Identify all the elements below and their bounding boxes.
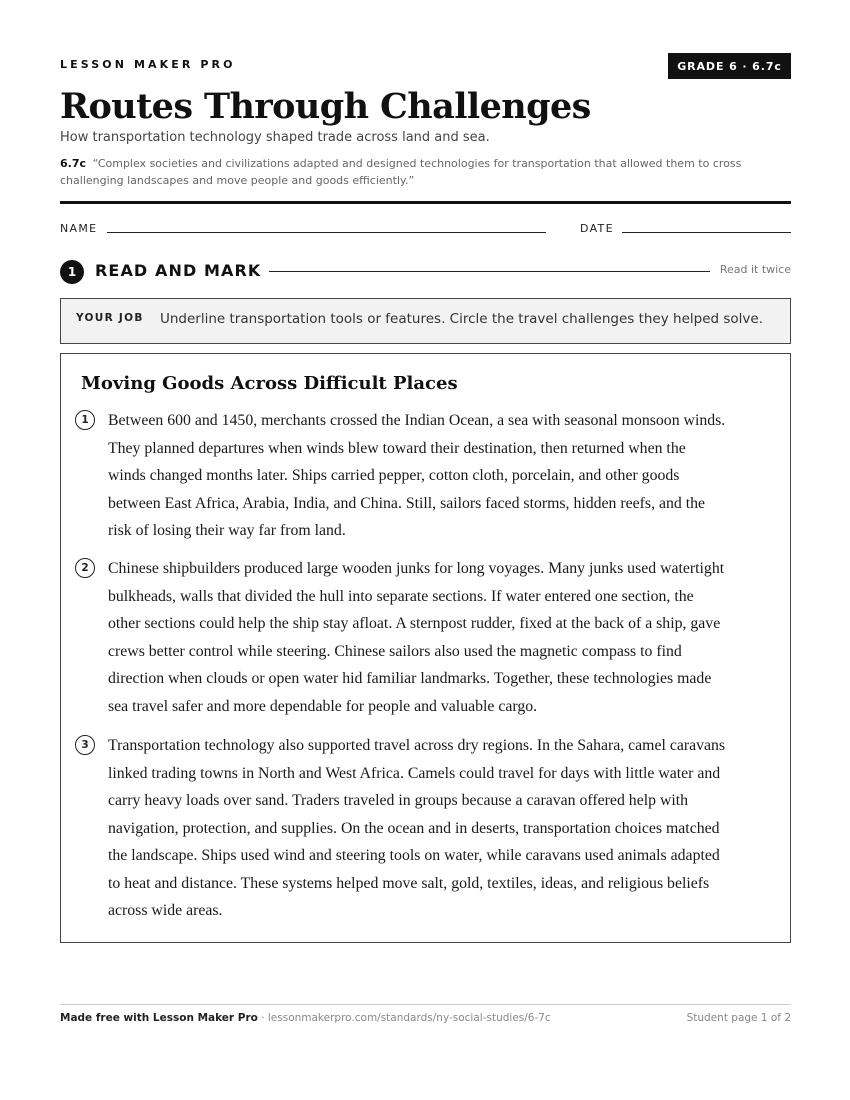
paragraph-line: winds changed months later. Ships carried pepper, cotton cloth, porcelain, and other goods [108,467,680,484]
paragraph-line: risk of losing their way far from land. [108,522,346,539]
header-divider [60,201,791,204]
date-label: DATE [580,222,614,235]
paragraph-line: between East Africa, Arabia, India, and China. Still, sailors faced storms, hidden reefs, and the [108,494,706,512]
footer-url-link[interactable]: lessonmakerpro.com/standards/ny-social-studies/6-7c [267,1012,551,1024]
paragraph-line: They planned departures when winds blew toward their destination, then returned when the [108,439,686,457]
standard-statement [60,155,791,189]
footer-divider [60,1004,791,1005]
instructions-text: Underline transportation tools or features. Circle the travel challenges they helped solve. [160,311,763,327]
footer-page-number: Student page 1 of 2 [686,1012,791,1024]
date-field[interactable] [622,232,791,233]
grade-badge: GRADE 6 · 6.7c [668,53,791,79]
paragraph-line: crews better control while steering. Chinese sailors also used the magnetic compass to find [108,642,682,660]
worksheet-page [60,0,791,1100]
paragraph-2 [108,555,772,720]
paragraph-line: direction when clouds or open water hid familiar landmarks. Together, these technologies made [108,670,712,687]
standard-code: 6.7c [60,157,87,170]
paragraph-number-badge: 2 [75,558,95,578]
brand-name: LESSON MAKER PRO [60,58,236,71]
paragraph-number-badge: 1 [75,410,95,430]
section-number-badge: 1 [60,260,84,284]
paragraph-line: across wide areas. [108,902,223,919]
paragraph-line: the landscape. Ships used wind and steering tools on water, while caravans used animals adapted [108,847,720,864]
paragraph-line: Between 600 and 1450, merchants crossed the Indian Ocean, a sea with seasonal monsoon winds. [108,412,726,429]
paragraph-3 [108,732,772,925]
section-note: Read it twice [719,263,791,276]
paragraph-line: bulkheads, walls that divided the hull into separate sections. If water entered one section, the [108,587,694,605]
name-label: NAME [60,222,98,235]
footer-made-by: Made free with Lesson Maker Pro [60,1012,258,1024]
paragraph-number-badge: 3 [75,735,95,755]
standard-text: “Complex societies and civilizations adapted and designed technologies for transportation that allowed them to cross challenging landscapes and move people and goods efficiently.” [60,157,742,187]
paragraph-1 [108,407,772,545]
name-field[interactable] [107,232,546,233]
paragraph-line: linked trading towns in North and West Africa. Camels could travel for days with little water and [108,764,721,782]
passage-title: Moving Goods Across Difficult Places [81,373,458,394]
page-subtitle: How transportation technology shaped trade across land and sea. [60,130,490,145]
reading-passage [60,353,791,943]
paragraph-line: Chinese shipbuilders produced large wooden junks for long voyages. Many junks used watertight [108,560,725,577]
instructions-label: YOUR JOB [76,312,144,324]
paragraph-line: carry heavy loads over sand. Traders traveled in groups because a caravan offered help with [108,792,689,809]
instructions-box [60,298,791,344]
paragraph-line: navigation, protection, and supplies. On the ocean and in deserts, transportation choices matched [108,819,720,837]
paragraph-line: to heat and distance. These systems helped move salt, gold, textiles, ideas, and religious beliefs [108,874,710,892]
section-divider [269,271,710,272]
page-title: Routes Through Challenges [60,86,591,127]
footer-credit [60,1012,551,1024]
paragraph-line: Transportation technology also supported travel across dry regions. In the Sahara, camel caravans [108,737,726,754]
footer-separator: · [257,1012,268,1024]
section-title: READ AND MARK [95,261,262,280]
paragraph-line: other sections could help the ship stay afloat. A sternpost rudder, fixed at the back of a ship, gave [108,615,721,632]
paragraph-line: sea travel safer and more dependable for people and valuable cargo. [108,697,538,715]
